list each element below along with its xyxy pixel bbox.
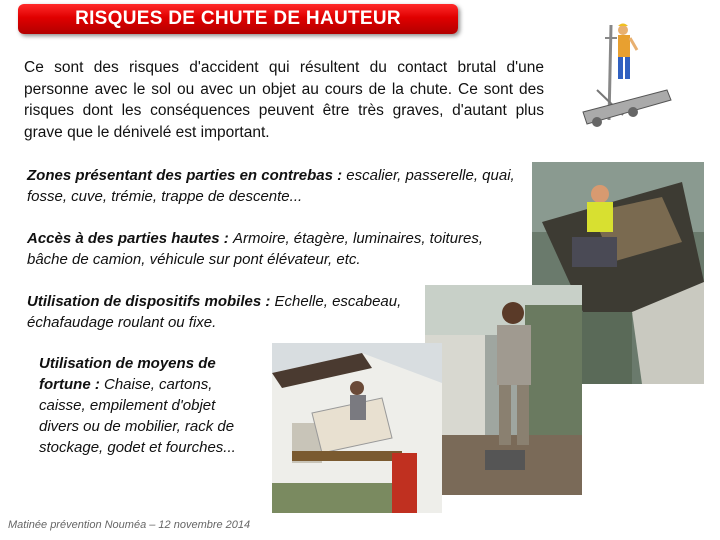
forklift-roof-photo xyxy=(272,343,442,513)
risk-block-moyens-fortune xyxy=(39,353,259,458)
scaffold-worker-illustration xyxy=(575,20,675,138)
risk-text: Echelle, escabeau, échafaudage roulant ou fixe. xyxy=(27,293,402,331)
risk-text: Chaise, cartons, caisse, empilement d'objet divers ou de mobilier, rack de stockage, godet et fourches... xyxy=(39,376,236,456)
risk-block-dispositifs-mobiles xyxy=(27,291,427,333)
risk-block-contrebas xyxy=(27,165,517,207)
intro-paragraph: Ce sont des risques d'accident qui résultent du contact brutal d'une personne avec le sol ou avec un objet au cours de la chute. Ce sont des risques dont les conséquences peuvent être très graves, d'autant plus grave que le dénivelé est important. xyxy=(24,59,544,141)
footer-text: Matinée prévention Nouméa – 12 novembre 2014 xyxy=(8,519,251,531)
title-banner xyxy=(18,4,458,34)
risk-heading: Utilisation de moyens de fortune : xyxy=(39,355,216,393)
risk-block-parties-hautes xyxy=(27,228,517,270)
page-title: RISQUES DE CHUTE DE HAUTEUR xyxy=(75,8,401,29)
risk-heading: Utilisation de dispositifs mobiles : xyxy=(27,293,275,310)
risk-heading: Accès à des parties hautes : xyxy=(27,230,233,247)
risk-text: Armoire, étagère, luminaires, toitures, bâche de camion, véhicule sur pont élévateur, etc. xyxy=(27,230,484,268)
risk-text: escalier, passerelle, quai, fosse, cuve, trémie, trappe de descente... xyxy=(27,167,515,205)
risk-heading: Zones présentant des parties en contrebas : xyxy=(27,167,347,184)
worker-site-photo xyxy=(425,285,582,495)
